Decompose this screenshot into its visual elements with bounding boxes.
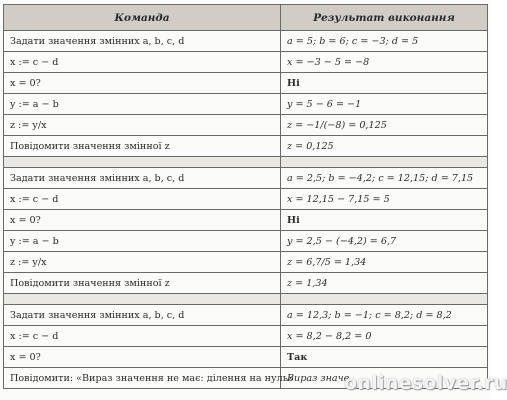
command-cell: Задати значення змінних a, b, c, d [4, 305, 281, 326]
table-row [4, 273, 488, 294]
result-cell: x = 8,2 − 8,2 = 0 [281, 326, 488, 347]
command-cell: x = 0? [4, 347, 281, 368]
table-row [4, 136, 488, 157]
table-row [4, 31, 488, 52]
table-row [4, 252, 488, 273]
watermark: onlinesolver.ru [344, 372, 507, 394]
result-cell: y = 5 − 6 = −1 [281, 94, 488, 115]
command-cell: Повідомити: «Вираз значення не має: ділення на нуль» [4, 368, 281, 389]
algorithm-trace-table [3, 4, 488, 389]
table-row [4, 52, 488, 73]
result-cell: a = 12,3; b = −1; c = 8,2; d = 8,2 [281, 305, 488, 326]
command-cell: x = 0? [4, 210, 281, 231]
command-cell: y := a − b [4, 94, 281, 115]
separator-cell [4, 294, 281, 305]
result-cell: x = 12,15 − 7,15 = 5 [281, 189, 488, 210]
separator-cell [4, 157, 281, 168]
table-row [4, 326, 488, 347]
command-cell: x := c − d [4, 189, 281, 210]
result-cell: a = 2,5; b = −4,2; c = 12,15; d = 7,15 [281, 168, 488, 189]
result-cell: z = 6,7/5 = 1,34 [281, 252, 488, 273]
result-cell: Так [281, 347, 488, 368]
table-row [4, 168, 488, 189]
result-cell: Ні [281, 73, 488, 94]
block-separator [4, 294, 488, 305]
table-row [4, 210, 488, 231]
result-cell: Ні [281, 210, 488, 231]
header-command: Команда [4, 5, 281, 31]
table-body [4, 31, 488, 389]
table-header-row [4, 5, 488, 31]
result-cell: x = −3 − 5 = −8 [281, 52, 488, 73]
command-cell: x = 0? [4, 73, 281, 94]
table-row [4, 189, 488, 210]
separator-cell [281, 294, 488, 305]
result-cell: z = −1/(−8) = 0,125 [281, 115, 488, 136]
command-cell: Задати значення змінних a, b, c, d [4, 31, 281, 52]
table-row [4, 347, 488, 368]
table-row [4, 115, 488, 136]
result-cell: a = 5; b = 6; c = −3; d = 5 [281, 31, 488, 52]
table-row [4, 73, 488, 94]
command-cell: Повідомити значення змінної z [4, 136, 281, 157]
table-row [4, 94, 488, 115]
command-cell: z := y/x [4, 252, 281, 273]
result-cell: z = 0,125 [281, 136, 488, 157]
result-cell: Вираз значе [281, 368, 488, 389]
command-cell: x := c − d [4, 326, 281, 347]
header-result: Результат виконання [281, 5, 488, 31]
command-cell: Повідомити значення змінної z [4, 273, 281, 294]
table-row [4, 305, 488, 326]
separator-cell [281, 157, 488, 168]
command-cell: z := y/x [4, 115, 281, 136]
command-cell: y := a − b [4, 231, 281, 252]
result-cell: y = 2,5 − (−4,2) = 6,7 [281, 231, 488, 252]
block-separator [4, 157, 488, 168]
result-cell: z = 1,34 [281, 273, 488, 294]
table-row [4, 231, 488, 252]
command-cell: x := c − d [4, 52, 281, 73]
command-cell: Задати значення змінних a, b, c, d [4, 168, 281, 189]
